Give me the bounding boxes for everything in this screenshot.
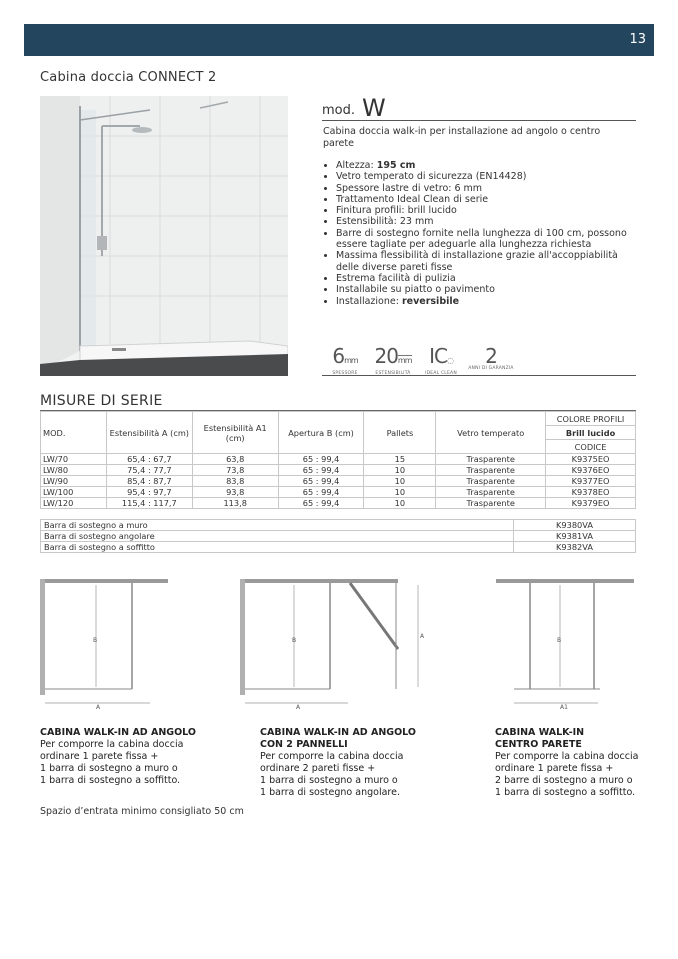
extensibility-icon: 20mm ESTENSIBILITÀ (374, 344, 412, 376)
dim-label: A (296, 704, 301, 711)
feature-item: • Installazione: reversibile (336, 296, 636, 307)
table-row: Barra di sostegno angolare K9381VA (41, 531, 636, 542)
model-value: W (362, 94, 386, 122)
diagram-corner (38, 575, 174, 713)
table-row: LW/70 65,4 : 67,7 63,8 65 : 99,4 15 Trasparente K9375EO (41, 454, 636, 465)
feature-item: • Altezza: 195 cm (336, 160, 636, 171)
feature-item: • Estensibilità: 23 mm (336, 216, 636, 227)
feature-badges (322, 344, 636, 376)
warranty-icon: 2 ANNI DI GARANZIA (468, 344, 514, 371)
table-row: LW/80 75,4 : 77,7 73,8 65 : 99,4 10 Trasparente K9376EO (41, 465, 636, 476)
header-ext-a1: Estensibilità A1 (cm) (192, 412, 278, 454)
feature-item: • Massima flessibilità di installazione grazie all'accoppiabilità delle diverse pareti fisse (336, 250, 636, 273)
caption-corner-two-panels: CABINA WALK-IN AD ANGOLO CON 2 PANNELLI Per comporre la cabina doccia ordinare 2 pareti fisse + 1 barra di sostegno a muro o 1 barra di sostegno angolare. (260, 727, 416, 798)
header-finish: Brill lucido (546, 426, 636, 440)
feature-list (323, 160, 636, 307)
dim-label: B (557, 637, 562, 644)
table-row: LW/90 85,4 : 87,7 83,8 65 : 99,4 10 Trasparente K9377EO (41, 476, 636, 487)
feature-item: • Finitura profili: brill lucido (336, 205, 636, 216)
feature-item: • Spessore lastre di vetro: 6 mm (336, 183, 636, 194)
product-description: Cabina doccia walk-in per installazione ad angolo o centro parete (323, 126, 601, 149)
diagram-center-wall (494, 575, 636, 713)
caption-center-wall: CABINA WALK-IN CENTRO PARETE Per comporre la cabina doccia ordinare 1 parete fissa + 2 barre di sostegno a muro o 1 barra di sostegno a soffitto. (495, 727, 639, 798)
page-number: 13 (629, 32, 646, 47)
sizes-table (40, 411, 636, 509)
dim-label: A (420, 633, 425, 640)
feature-item: • Trattamento Ideal Clean di serie (336, 194, 636, 205)
header-profile-color: COLORE PROFILI (546, 412, 636, 426)
model-header (322, 92, 636, 121)
feature-item: • Barre di sostegno fornite nella lunghezza di 100 cm, possono essere tagliate per adeguarle alla lunghezza richiesta (336, 228, 636, 251)
feature-item: • Estrema facilità di pulizia (336, 273, 636, 284)
table-row: LW/100 95,4 : 97,7 93,8 65 : 99,4 10 Trasparente K9378EO (41, 487, 636, 498)
section-title: MISURE DI SERIE (40, 393, 163, 409)
header-bar (24, 24, 654, 56)
header-mod: MOD. (41, 412, 107, 454)
glass-thickness-icon: 6mm SPESSORE (332, 344, 358, 376)
product-photo (40, 96, 288, 376)
dim-label: A (96, 704, 101, 711)
feature-item: • Vetro temperato di sicurezza (EN14428) (336, 171, 636, 182)
table-row: Barra di sostegno a soffitto K9382VA (41, 542, 636, 553)
header-ext-a: Estensibilità A (cm) (106, 412, 192, 454)
table-row: LW/120 115,4 : 117,7 113,8 65 : 99,4 10 Trasparente K9379EO (41, 498, 636, 509)
header-opening: Apertura B (cm) (278, 412, 364, 454)
ideal-clean-icon: IC◌ IDEAL CLEAN (425, 344, 457, 376)
model-label: mod. (322, 103, 356, 118)
product-title: Cabina doccia CONNECT 2 (40, 70, 217, 85)
table-row: Barra di sostegno a muro K9380VA (41, 520, 636, 531)
caption-corner: CABINA WALK-IN AD ANGOLO Per comporre la cabina doccia ordinare 1 parete fissa + 1 barra di sostegno a muro o 1 barra di sostegno a soffitto. (40, 727, 196, 786)
footnote: Spazio d’entrata minimo consigliato 50 cm (40, 806, 244, 817)
dim-label: A1 (560, 704, 568, 711)
header-glass: Vetro temperato (436, 412, 546, 454)
dim-label: B (93, 637, 98, 644)
header-code: CODICE (546, 440, 636, 454)
dim-label: B (292, 637, 297, 644)
diagram-corner-two-panels (238, 575, 438, 713)
header-pallets: Pallets (364, 412, 436, 454)
shower-photo-illustration (40, 96, 288, 376)
feature-item: • Installabile su piatto o pavimento (336, 284, 636, 295)
accessories-table (40, 519, 636, 553)
